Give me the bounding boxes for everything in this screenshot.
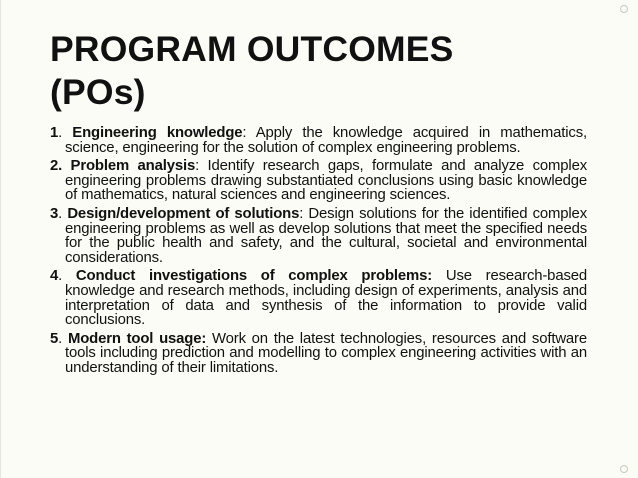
outcome-item <box>50 269 587 327</box>
outcome-text: : Identify research gaps, formulate and analyze complex engineering problems drawing substantiated conclusions using basic knowledge of mathematics, natural sciences and engineering sciences. <box>65 158 587 204</box>
outcome-text: Use research-based knowledge and research methods, including design of experiments, analysis and interpretation of data and synthesis of the information to provide valid conclusions. <box>65 268 588 329</box>
slide-edge <box>0 0 1 478</box>
outcome-item <box>50 159 587 203</box>
outcome-number: 5 <box>50 330 59 347</box>
slide-title <box>50 28 454 114</box>
outcomes-list <box>50 126 587 380</box>
slide-title-line-1: PROGRAM OUTCOMES <box>50 29 454 69</box>
outcome-separator: . <box>58 205 68 222</box>
corner-circle-icon <box>620 465 628 473</box>
outcome-heading: Problem analysis <box>70 158 196 175</box>
outcome-separator: . <box>58 268 76 285</box>
outcome-heading: Modern tool usage: <box>67 330 207 347</box>
outcome-item <box>50 332 587 376</box>
outcome-separator: . <box>58 330 68 347</box>
outcome-heading: Design/development of solutions <box>67 205 300 222</box>
corner-circle-icon <box>620 5 628 13</box>
outcome-number: 2 <box>50 158 59 175</box>
outcome-heading: Engineering knowledge <box>72 125 243 141</box>
outcome-item <box>50 126 587 155</box>
outcome-heading: Conduct investigations of complex problems: <box>75 268 433 285</box>
outcome-number: 4 <box>50 268 59 285</box>
outcome-number: 3 <box>50 205 59 222</box>
outcome-separator: . <box>58 158 71 175</box>
outcome-text: : Design solutions for the identified complex engineering problems as well as develop solutions that meet the specified needs for the public health and safety, and the cultural, societal and environmental considerations. <box>65 205 587 266</box>
outcome-text: Work on the latest technologies, resources and software tools including prediction and modelling to complex engineering activities with an understanding of their limitations. <box>65 330 587 376</box>
outcome-separator: . <box>58 125 73 141</box>
outcome-item <box>50 207 587 265</box>
outcome-number: 1 <box>50 125 59 141</box>
slide-title-line-2: (POs) <box>50 72 146 112</box>
outcome-text: : Apply the knowledge acquired in mathematics, science, engineering for the solution of complex engineering problems. <box>65 125 587 156</box>
